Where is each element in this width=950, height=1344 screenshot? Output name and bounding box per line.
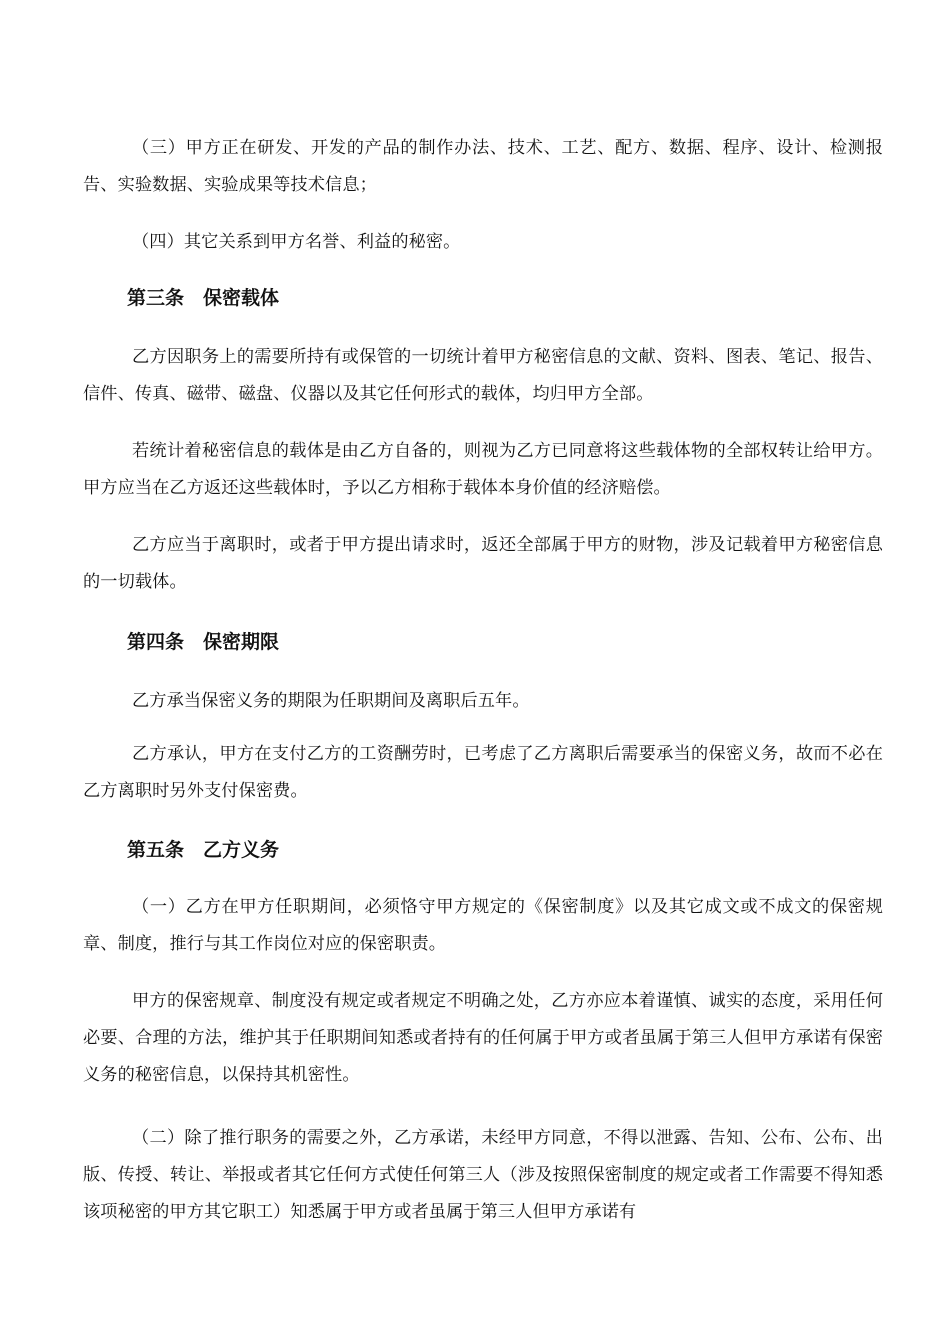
paragraph-self-provided-carrier: 若统计着秘密信息的载体是由乙方自备的，则视为乙方已同意将这些载体物的全部权转让给甲方。甲方应当在乙方返还这些载体时，予以乙方相称于载体本身价值的经济赔偿。 [83,441,883,498]
paragraph-other-secrets: （四）其它关系到甲方名誉、利益的秘密。 [132,232,461,252]
section-heading-article-4: 第四条 保密期限 [127,631,280,653]
paragraph-carrier-ownership: 乙方因职务上的需要所持有或保管的一切统计着甲方秘密信息的文献、资料、图表、笔记、报告、信件、传真、磁带、磁盘、仪器以及其它任何形式的载体，均归甲方全部。 [83,347,883,404]
section-heading-article-5: 第五条 乙方义务 [127,839,280,861]
section-heading-article-3: 第三条 保密载体 [127,287,280,309]
paragraph-comply-rules: （一）乙方在甲方任职期间，必须恪守甲方规定的《保密制度》以及其它成文或不成文的保密规章、制度，推行与其工作岗位对应的保密职责。 [83,897,883,954]
paragraph-no-disclosure: （二）除了推行职务的需要之外，乙方承诺，未经甲方同意，不得以泄露、告知、公布、公布、出版、传授、转让、举报或者其它任何方式使任何第三人（涉及按照保密制度的规定或者工作需要不得知悉该项秘密的甲方其它职工）知悉属于甲方或者虽属于第三人但甲方承诺有 [83,1128,883,1222]
paragraph-confidentiality-period: 乙方承当保密义务的期限为任职期间及离职后五年。 [132,691,530,711]
paragraph-return-carrier: 乙方应当于离职时，或者于甲方提出请求时，返还全部属于甲方的财物，涉及记载着甲方秘密信息的一切载体。 [83,535,883,592]
paragraph-no-extra-fee: 乙方承认，甲方在支付乙方的工资酬劳时，已考虑了乙方离职后需要承当的保密义务，故而不必在乙方离职时另外支付保密费。 [83,744,883,801]
paragraph-reasonable-measures: 甲方的保密规章、制度没有规定或者规定不明确之处，乙方亦应本着谨慎、诚实的态度，采用任何必要、合理的方法，维护其于任职期间知悉或者持有的任何属于甲方或者虽属于第三人但甲方承诺有保密义务的秘密信息，以保持其机密性。 [83,991,883,1085]
paragraph-technical-info: （三）甲方正在研发、开发的产品的制作办法、技术、工艺、配方、数据、程序、设计、检测报告、实验数据、实验成果等技术信息； [83,138,883,195]
